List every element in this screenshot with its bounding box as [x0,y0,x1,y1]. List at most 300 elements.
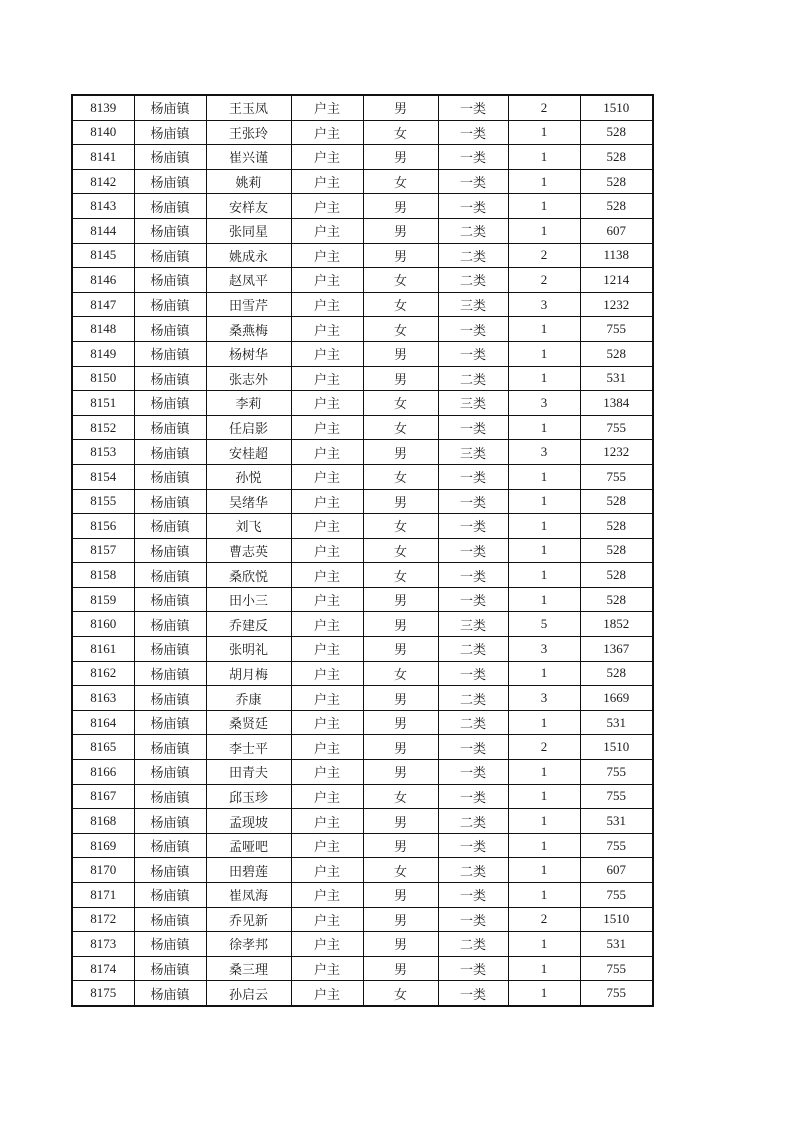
cell-id: 8166 [72,760,134,785]
cell-count: 1 [508,784,580,809]
cell-relation: 户主 [291,341,363,366]
cell-gender: 男 [363,194,438,219]
cell-relation: 户主 [291,833,363,858]
cell-name: 刘飞 [206,514,291,539]
cell-relation: 户主 [291,981,363,1006]
cell-gender: 男 [363,883,438,908]
cell-amount: 531 [580,366,653,391]
cell-gender: 女 [363,464,438,489]
cell-gender: 男 [363,735,438,760]
cell-amount: 528 [580,169,653,194]
cell-town: 杨庙镇 [134,341,206,366]
cell-count: 1 [508,415,580,440]
cell-name: 曹志英 [206,538,291,563]
cell-name: 田碧莲 [206,858,291,883]
cell-town: 杨庙镇 [134,587,206,612]
cell-id: 8174 [72,956,134,981]
cell-name: 乔建反 [206,612,291,637]
cell-gender: 女 [363,292,438,317]
cell-relation: 户主 [291,169,363,194]
cell-gender: 男 [363,809,438,834]
cell-relation: 户主 [291,391,363,416]
cell-category: 一类 [438,833,508,858]
cell-category: 二类 [438,218,508,243]
table-row [72,538,653,563]
cell-category: 二类 [438,243,508,268]
cell-count: 3 [508,292,580,317]
cell-category: 一类 [438,981,508,1006]
cell-relation: 户主 [291,907,363,932]
cell-count: 2 [508,95,580,120]
cell-id: 8168 [72,809,134,834]
table-row [72,391,653,416]
cell-relation: 户主 [291,858,363,883]
cell-id: 8157 [72,538,134,563]
cell-gender: 女 [363,169,438,194]
cell-amount: 1852 [580,612,653,637]
cell-id: 8152 [72,415,134,440]
cell-gender: 男 [363,932,438,957]
cell-count: 1 [508,341,580,366]
cell-relation: 户主 [291,883,363,908]
cell-count: 1 [508,464,580,489]
cell-relation: 户主 [291,243,363,268]
cell-category: 一类 [438,760,508,785]
table-row [72,95,653,120]
cell-id: 8175 [72,981,134,1006]
table-row [72,932,653,957]
cell-category: 一类 [438,883,508,908]
cell-town: 杨庙镇 [134,145,206,170]
cell-amount: 1214 [580,268,653,293]
cell-gender: 男 [363,833,438,858]
cell-count: 1 [508,858,580,883]
cell-count: 1 [508,661,580,686]
cell-count: 1 [508,169,580,194]
cell-count: 5 [508,612,580,637]
cell-category: 一类 [438,735,508,760]
cell-gender: 男 [363,612,438,637]
cell-category: 一类 [438,415,508,440]
cell-category: 一类 [438,464,508,489]
cell-town: 杨庙镇 [134,760,206,785]
cell-name: 乔康 [206,686,291,711]
cell-amount: 755 [580,883,653,908]
cell-category: 三类 [438,391,508,416]
cell-town: 杨庙镇 [134,735,206,760]
cell-count: 1 [508,514,580,539]
cell-count: 1 [508,809,580,834]
cell-amount: 755 [580,317,653,342]
cell-id: 8153 [72,440,134,465]
table-row [72,981,653,1006]
cell-name: 李莉 [206,391,291,416]
cell-gender: 男 [363,95,438,120]
cell-town: 杨庙镇 [134,784,206,809]
cell-amount: 528 [580,489,653,514]
cell-relation: 户主 [291,366,363,391]
cell-town: 杨庙镇 [134,956,206,981]
cell-count: 1 [508,710,580,735]
cell-category: 二类 [438,809,508,834]
cell-name: 姚莉 [206,169,291,194]
cell-gender: 女 [363,268,438,293]
cell-id: 8158 [72,563,134,588]
cell-relation: 户主 [291,661,363,686]
cell-relation: 户主 [291,538,363,563]
cell-town: 杨庙镇 [134,637,206,662]
table-row [72,243,653,268]
cell-name: 赵凤平 [206,268,291,293]
cell-relation: 户主 [291,95,363,120]
cell-gender: 女 [363,120,438,145]
cell-count: 1 [508,956,580,981]
cell-relation: 户主 [291,809,363,834]
cell-name: 田青夫 [206,760,291,785]
table-row [72,341,653,366]
cell-name: 孙启云 [206,981,291,1006]
cell-town: 杨庙镇 [134,218,206,243]
cell-relation: 户主 [291,120,363,145]
cell-name: 徐孝邦 [206,932,291,957]
cell-id: 8163 [72,686,134,711]
cell-id: 8159 [72,587,134,612]
cell-name: 桑三理 [206,956,291,981]
cell-category: 一类 [438,538,508,563]
cell-name: 桑欣悦 [206,563,291,588]
cell-town: 杨庙镇 [134,95,206,120]
cell-amount: 528 [580,194,653,219]
cell-amount: 531 [580,809,653,834]
table-row [72,833,653,858]
cell-category: 一类 [438,587,508,612]
cell-category: 二类 [438,637,508,662]
cell-amount: 1510 [580,95,653,120]
cell-town: 杨庙镇 [134,169,206,194]
cell-id: 8167 [72,784,134,809]
cell-relation: 户主 [291,440,363,465]
cell-gender: 男 [363,587,438,612]
table-row [72,145,653,170]
cell-id: 8160 [72,612,134,637]
cell-category: 一类 [438,661,508,686]
cell-gender: 男 [363,366,438,391]
cell-name: 孙悦 [206,464,291,489]
cell-relation: 户主 [291,268,363,293]
table-row [72,218,653,243]
cell-relation: 户主 [291,612,363,637]
cell-amount: 528 [580,661,653,686]
cell-town: 杨庙镇 [134,833,206,858]
cell-amount: 1232 [580,440,653,465]
cell-town: 杨庙镇 [134,464,206,489]
cell-town: 杨庙镇 [134,883,206,908]
cell-town: 杨庙镇 [134,243,206,268]
cell-name: 孟现坡 [206,809,291,834]
cell-id: 8162 [72,661,134,686]
cell-town: 杨庙镇 [134,317,206,342]
cell-amount: 1232 [580,292,653,317]
table-row [72,464,653,489]
cell-id: 8173 [72,932,134,957]
cell-name: 桑燕梅 [206,317,291,342]
cell-id: 8165 [72,735,134,760]
cell-town: 杨庙镇 [134,809,206,834]
cell-amount: 528 [580,538,653,563]
cell-id: 8171 [72,883,134,908]
cell-relation: 户主 [291,292,363,317]
cell-name: 王张玲 [206,120,291,145]
cell-relation: 户主 [291,145,363,170]
cell-amount: 528 [580,145,653,170]
cell-id: 8170 [72,858,134,883]
cell-count: 1 [508,489,580,514]
cell-gender: 女 [363,391,438,416]
cell-id: 8154 [72,464,134,489]
cell-amount: 528 [580,563,653,588]
cell-name: 田雪芹 [206,292,291,317]
cell-count: 1 [508,932,580,957]
cell-town: 杨庙镇 [134,194,206,219]
cell-count: 1 [508,194,580,219]
cell-id: 8156 [72,514,134,539]
cell-id: 8147 [72,292,134,317]
cell-count: 1 [508,587,580,612]
table-row [72,366,653,391]
table-row [72,809,653,834]
cell-id: 8145 [72,243,134,268]
cell-name: 任启影 [206,415,291,440]
cell-category: 一类 [438,956,508,981]
cell-town: 杨庙镇 [134,268,206,293]
cell-category: 二类 [438,686,508,711]
cell-amount: 1669 [580,686,653,711]
table-body [72,95,653,1006]
cell-amount: 528 [580,587,653,612]
cell-relation: 户主 [291,932,363,957]
table-row [72,956,653,981]
cell-name: 崔兴谨 [206,145,291,170]
cell-town: 杨庙镇 [134,612,206,637]
cell-town: 杨庙镇 [134,981,206,1006]
cell-id: 8144 [72,218,134,243]
cell-relation: 户主 [291,956,363,981]
cell-count: 3 [508,686,580,711]
cell-gender: 男 [363,710,438,735]
cell-relation: 户主 [291,415,363,440]
cell-amount: 1384 [580,391,653,416]
table-row [72,317,653,342]
cell-category: 一类 [438,514,508,539]
cell-count: 1 [508,760,580,785]
cell-town: 杨庙镇 [134,366,206,391]
cell-count: 1 [508,538,580,563]
cell-relation: 户主 [291,637,363,662]
cell-gender: 男 [363,145,438,170]
cell-relation: 户主 [291,317,363,342]
cell-count: 1 [508,883,580,908]
cell-gender: 男 [363,243,438,268]
cell-count: 2 [508,735,580,760]
cell-town: 杨庙镇 [134,391,206,416]
cell-count: 1 [508,317,580,342]
cell-amount: 1367 [580,637,653,662]
cell-gender: 男 [363,341,438,366]
cell-id: 8139 [72,95,134,120]
table-row [72,612,653,637]
cell-id: 8151 [72,391,134,416]
table-row [72,514,653,539]
cell-gender: 男 [363,440,438,465]
cell-id: 8149 [72,341,134,366]
table-row [72,587,653,612]
cell-amount: 1138 [580,243,653,268]
cell-amount: 531 [580,710,653,735]
cell-count: 1 [508,366,580,391]
cell-count: 2 [508,268,580,293]
cell-category: 一类 [438,145,508,170]
cell-name: 邱玉珍 [206,784,291,809]
cell-id: 8143 [72,194,134,219]
cell-amount: 528 [580,514,653,539]
cell-name: 桑贤廷 [206,710,291,735]
cell-relation: 户主 [291,587,363,612]
cell-count: 1 [508,563,580,588]
cell-category: 一类 [438,563,508,588]
cell-town: 杨庙镇 [134,489,206,514]
cell-relation: 户主 [291,710,363,735]
cell-town: 杨庙镇 [134,292,206,317]
table-row [72,883,653,908]
table-row [72,637,653,662]
cell-id: 8150 [72,366,134,391]
cell-category: 二类 [438,932,508,957]
cell-amount: 755 [580,981,653,1006]
cell-category: 一类 [438,317,508,342]
cell-amount: 528 [580,120,653,145]
cell-amount: 755 [580,956,653,981]
cell-gender: 男 [363,637,438,662]
cell-gender: 女 [363,858,438,883]
cell-id: 8172 [72,907,134,932]
cell-category: 二类 [438,366,508,391]
cell-category: 一类 [438,341,508,366]
cell-town: 杨庙镇 [134,415,206,440]
table-row [72,440,653,465]
cell-relation: 户主 [291,760,363,785]
cell-gender: 女 [363,661,438,686]
cell-gender: 女 [363,981,438,1006]
cell-amount: 607 [580,218,653,243]
cell-gender: 女 [363,563,438,588]
table-row [72,120,653,145]
table-row [72,292,653,317]
cell-count: 1 [508,833,580,858]
cell-category: 一类 [438,194,508,219]
cell-name: 田小三 [206,587,291,612]
cell-id: 8169 [72,833,134,858]
cell-id: 8140 [72,120,134,145]
cell-relation: 户主 [291,464,363,489]
cell-name: 崔凤海 [206,883,291,908]
cell-name: 吴绪华 [206,489,291,514]
cell-category: 一类 [438,120,508,145]
cell-name: 安桂超 [206,440,291,465]
cell-name: 胡月梅 [206,661,291,686]
cell-amount: 1510 [580,735,653,760]
table-row [72,710,653,735]
cell-gender: 男 [363,489,438,514]
table-row [72,563,653,588]
cell-amount: 755 [580,760,653,785]
cell-count: 1 [508,145,580,170]
cell-category: 三类 [438,292,508,317]
cell-gender: 女 [363,415,438,440]
table-row [72,415,653,440]
cell-amount: 755 [580,833,653,858]
cell-amount: 528 [580,341,653,366]
cell-amount: 755 [580,784,653,809]
cell-town: 杨庙镇 [134,710,206,735]
cell-town: 杨庙镇 [134,120,206,145]
cell-name: 乔见新 [206,907,291,932]
cell-gender: 女 [363,784,438,809]
cell-name: 孟哑吧 [206,833,291,858]
cell-town: 杨庙镇 [134,907,206,932]
cell-category: 一类 [438,169,508,194]
cell-count: 1 [508,218,580,243]
cell-count: 2 [508,907,580,932]
cell-category: 二类 [438,858,508,883]
cell-category: 一类 [438,95,508,120]
cell-id: 8155 [72,489,134,514]
cell-name: 安样友 [206,194,291,219]
cell-gender: 女 [363,538,438,563]
cell-category: 三类 [438,612,508,637]
cell-count: 1 [508,120,580,145]
cell-gender: 男 [363,760,438,785]
cell-count: 3 [508,637,580,662]
cell-town: 杨庙镇 [134,514,206,539]
table-row [72,686,653,711]
table-row [72,858,653,883]
table-row [72,907,653,932]
cell-name: 张志外 [206,366,291,391]
table-row [72,169,653,194]
cell-id: 8141 [72,145,134,170]
cell-gender: 男 [363,956,438,981]
cell-gender: 男 [363,218,438,243]
cell-town: 杨庙镇 [134,661,206,686]
cell-id: 8161 [72,637,134,662]
cell-relation: 户主 [291,218,363,243]
cell-amount: 1510 [580,907,653,932]
table-row [72,784,653,809]
table-row [72,760,653,785]
cell-id: 8142 [72,169,134,194]
cell-name: 王玉凤 [206,95,291,120]
household-roster-table [71,94,654,1007]
cell-gender: 男 [363,686,438,711]
cell-id: 8146 [72,268,134,293]
cell-gender: 女 [363,514,438,539]
cell-gender: 男 [363,907,438,932]
cell-amount: 755 [580,415,653,440]
cell-category: 一类 [438,907,508,932]
cell-gender: 女 [363,317,438,342]
cell-id: 8148 [72,317,134,342]
cell-count: 3 [508,440,580,465]
